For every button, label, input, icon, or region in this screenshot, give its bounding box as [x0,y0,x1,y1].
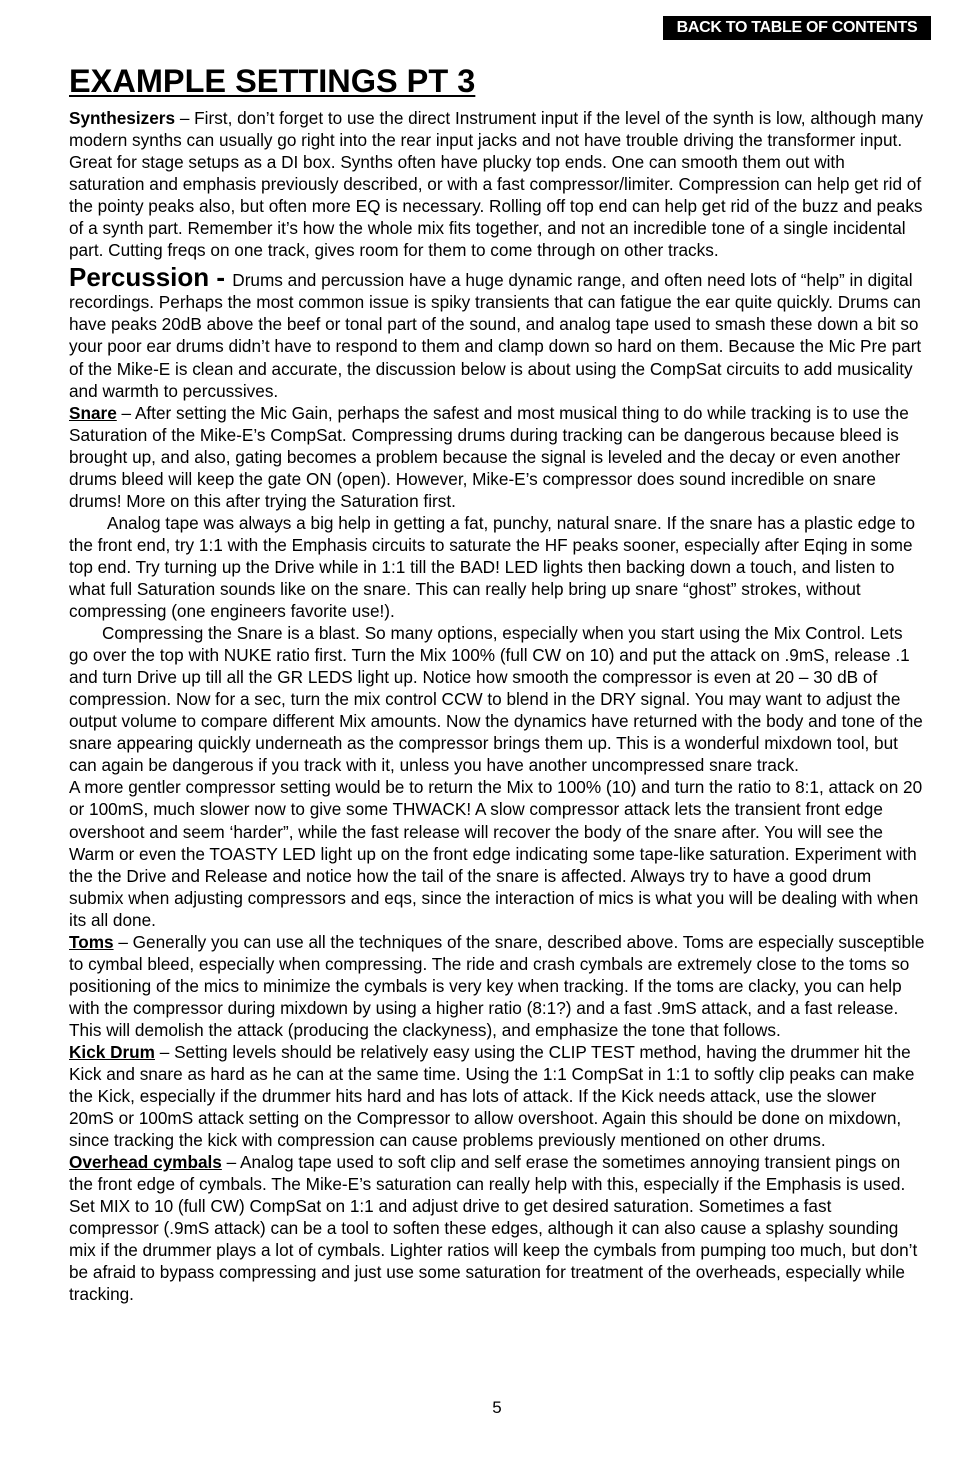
toms-text: – Generally you can use all the techniques of the snare, described above. Toms are especially susceptible to cymbal bleed, especially when compressing. The ride and crash cymbals are extremely close to the toms so positioning of the mics to minimize the cymbals is very key when tracking. If the toms are clacky, you can help with the compressor during mixdown by using a higher ratio (8:1?) and a fast .9mS attack, and a fast release. This will demolish the attack (producing the clackyness), and emphasize the tone that follows. [69,931,925,1040]
back-to-toc-button[interactable]: BACK TO TABLE OF CONTENTS [663,16,931,40]
snare-paragraph-2: Analog tape was always a big help in getting a fat, punchy, natural snare. If the snare has a plastic edge to the front end, try 1:1 with the Emphasis circuits to saturate the HF peaks sooner, especially after Eqing in some top end. Try turning up the Drive while in 1:1 till the BAD! LED lights then backing down a touch, and listen to what full Saturation sounds like on the snare. This can really help bring up snare “ghost” strokes, without compressing (one engineers favorite use!). [69,512,916,622]
overhead-text: – Analog tape used to soft clip and self erase the sometimes annoying transient pings on the front edge of cymbals. The Mike-E’s saturation can really help with this, especially if the Emphasis is used. Set MIX to 10 (full CW) CompSat on 1:1 and adjust drive to get desired saturation. Sometimes a fast compressor (.9mS attack) can be a tool to soften these edges, although it can also cause a splashy sounding mix if the drummer plays a lot of cymbals. Lighter ratios will keep the cymbals from pumping too much, but don’t be afraid to bypass compressing and just use some saturation for treatment of the overheads, especially while tracking. [69,1152,918,1305]
synth-text: – First, don’t forget to use the direct Instrument input if the level of the synth is low, although many modern synths can usually go right into the rear input jacks and not have trouble driving the transformer input. Great for stage setups as a DI box. Synths often have plucky top ends. One can smooth them out with saturation and emphasis previously described, or with a fast compressor/limiter. Compression can help get rid of the pointy peaks also, but often more EQ is necessary. Rolling off top end can help get rid of the buzz and peaks of a synth part. Remember it’s how the whole mix fits together, and not an incredible tone of a single incidental part. Cutting freqs on one track, gives room for them to come through on other tracks. [69,108,924,261]
overhead-heading: Overhead cymbals [69,1152,222,1173]
snare-paragraph-3: Compressing the Snare is a blast. So many options, especially when you start using the Mix Control. Lets go over the top with NUKE ratio first. Turn the Mix 100% (full CW on 10) and put the attack on .9mS, release .1 and turn Drive up till all the GR LEDS light up. Notice how smooth the compressor is even at 20 – 30 dB of compression. Now for a sec, turn the mix control CCW to blend in the DRY signal. You may want to adjust the output volume to compare different Mix amounts. Now the dynamics have returned with the body and tone of the snare appearing quickly underneath as the compressor brings them up. This is a wonderful mixdown tool, but can again be dangerous if you track with it, unless you have another uncompressed snare track. [69,623,923,776]
synth-paragraph [69,107,925,261]
toms-heading: Toms [69,931,114,952]
kick-paragraph [69,1041,925,1151]
kick-text: – Setting levels should be relatively easy using the CLIP TEST method, having the drummer hit the Kick and snare as hard as he can at the same time. Using the 1:1 CompSat in 1:1 to softly clip peaks can make the Kick, especially if the drummer hits hard and has lots of attack. If the Kick needs attack, use the slower 20mS or 100mS attack setting on the Compressor to allow overshoot. Again this should be done on mixdown, since tracking the kick with compression can cause problems previously mentioned on other drums. [69,1041,915,1151]
snare-heading: Snare [69,402,117,423]
overhead-paragraph [69,1151,925,1305]
snare-paragraph-1 [69,402,925,512]
percussion-paragraph [69,262,925,401]
toms-paragraph [69,931,925,1041]
percussion-heading: Percussion - [69,262,233,293]
main-content [69,107,925,1306]
snare-text: – After setting the Mic Gain, perhaps the safest and most musical thing to do while tracking is to use the Saturation of the Mike-E’s CompSat. Compressing drums during tracking can be dangerous because bleed is brought up, and also, gating becomes a problem because the signal is leveled and the decay or even another drums bleed will keep the gate ON (open). However, Mike-E’s compressor does sound incredible on snare drums! More on this after trying the Saturation first. [69,402,909,511]
snare-paragraph-4: A more gentler compressor setting would be to return the Mix to 100% (10) and turn the ratio to 8:1, attack on 20 or 100mS, much slower now to give some THWACK! A slow compressor attack lets the transient front edge overshoot and seem ‘harder”, while the fast release will recover the body of the snare after. You will see the Warm or even the TOASTY LED light up on the front edge indicating some tape-like saturation. Experiment with the the Drive and Release and notice how the tail of the snare is affected. Always try to have a good drum submix when adjusting compressors and eqs, since the interaction of mics is what you will be dealing with when its all done. [69,777,923,930]
kick-heading: Kick Drum [69,1041,155,1062]
page-title: EXAMPLE SETTINGS PT 3 [69,63,476,99]
page-number: 5 [492,1398,502,1417]
percussion-text: Drums and percussion have a huge dynamic range, and often need lots of “help” in digital recordings. Perhaps the most common issue is spiky transients that can fatigue the ear quite quickly. Drums can have peaks 20dB above the beef or tonal part of the sound, and analog tape used to smash these down a bit so your poor ear drums didn’t have to respond to them and clamp down so hard on them. Because the Mic Pre part of the Mike-E is clean and accurate, the discussion below is about using the CompSat circuits to add musicality and warmth to percussives. [69,270,922,401]
synth-heading: Synthesizers [69,108,176,128]
